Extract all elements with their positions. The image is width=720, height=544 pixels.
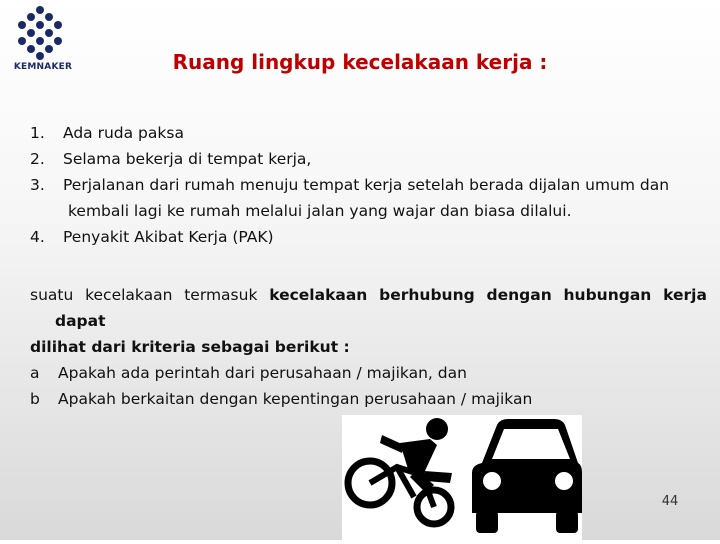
criteria-paragraph (30, 282, 710, 412)
slide-title: Ruang lingkup kecelakaan kerja : (172, 50, 548, 74)
list-text: Penyakit Akibat Kerja (PAK) (63, 228, 274, 246)
paragraph-bold-word: hubungan (563, 286, 652, 304)
paragraph-word: termasuk (184, 286, 258, 304)
criteria-key: a (30, 364, 40, 382)
page-number: 44 (661, 494, 679, 509)
criteria-item (30, 360, 710, 386)
paragraph-line-1 (30, 282, 707, 308)
list-text: Ada ruda paksa (63, 124, 184, 142)
paragraph-bold-word: kecelakaan (269, 286, 368, 304)
list-text: Selama bekerja di tempat kerja, (63, 150, 312, 168)
paragraph-bold-word: dengan (486, 286, 552, 304)
list-number: 3. (30, 176, 45, 194)
paragraph-word: suatu (30, 286, 74, 304)
accident-illustration (342, 415, 582, 540)
criteria-text: Apakah berkaitan dengan kepentingan perusahaan / majikan (58, 390, 533, 408)
list-text: kembali lagi ke rumah melalui jalan yang wajar dan biasa dilalui. (68, 202, 572, 220)
paragraph-bold-word: kerja (663, 286, 707, 304)
bicycle-car-accident-icon (342, 415, 582, 540)
criteria-item (30, 386, 710, 412)
paragraph-word: kecelakaan (85, 286, 173, 304)
list-number: 1. (30, 124, 45, 142)
criteria-text: Apakah ada perintah dari perusahaan / majikan, dan (58, 364, 467, 382)
logo-text: KEMNAKER (13, 62, 73, 72)
paragraph-bold-word: berhubung (379, 286, 475, 304)
paragraph-line-2: dapat (55, 312, 106, 330)
paragraph-line-3: dilihat dari kriteria sebagai berikut : (30, 338, 350, 356)
list-number: 4. (30, 228, 45, 246)
criteria-key: b (30, 390, 40, 408)
list-text: Perjalanan dari rumah menuju tempat kerja setelah berada dijalan umum dan (63, 176, 670, 194)
list-number: 2. (30, 150, 45, 168)
